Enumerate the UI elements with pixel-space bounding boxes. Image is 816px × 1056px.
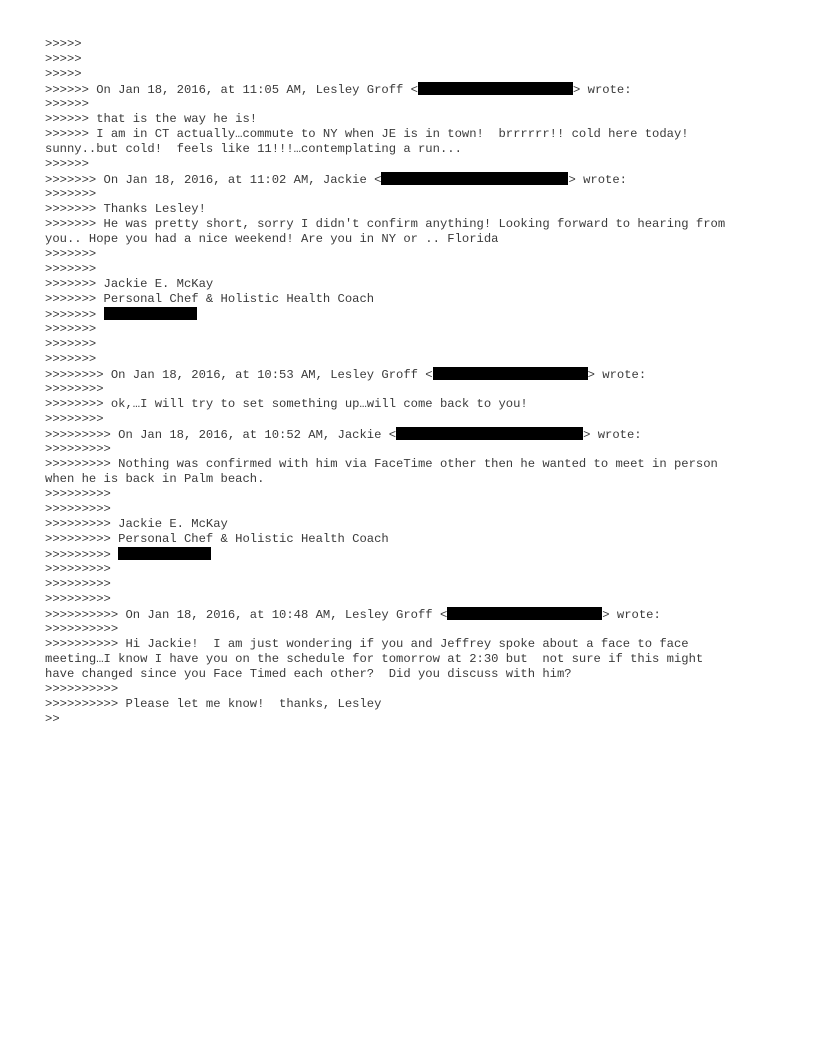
line-text: > wrote: <box>573 83 632 97</box>
line-text: >>>>>>> Thanks Lesley! <box>45 202 206 216</box>
text-line <box>45 157 785 172</box>
line-text: >>>>> <box>45 52 82 66</box>
line-text: >>>>>> <box>45 97 89 111</box>
text-line <box>45 502 785 517</box>
line-text: > wrote: <box>587 368 647 382</box>
line-text: >>>>>>>>> On Jan 18, 2016, at 10:52 AM, Jackie < <box>45 428 397 442</box>
text-line <box>45 517 785 532</box>
line-text: >>>>>>>>> <box>45 487 111 501</box>
text-line <box>45 697 785 712</box>
text-line <box>45 202 785 217</box>
line-text: > wrote: <box>602 608 661 622</box>
text-line <box>45 412 785 427</box>
text-line <box>45 277 785 292</box>
redaction-box <box>418 82 573 95</box>
line-text: >>>>>>> <box>45 247 97 261</box>
text-line <box>45 622 785 637</box>
line-text: > wrote: <box>568 173 627 187</box>
line-text: >>>>>>> Jackie E. McKay <box>45 277 214 291</box>
line-text: >>>>>> I am in CT actually…commute to NY when JE is in town! brrrrrr!! cold here today! <box>45 127 689 141</box>
redaction-box <box>433 367 588 380</box>
text-line <box>45 52 785 67</box>
text-line <box>45 172 785 187</box>
line-text: >>>>>>>> <box>45 412 104 426</box>
text-line <box>45 607 785 622</box>
line-text: >>>>>>>>>> <box>45 682 119 696</box>
text-line <box>45 442 785 457</box>
text-line <box>45 187 785 202</box>
line-text: >>>>> <box>45 67 82 81</box>
redaction-box <box>396 427 583 440</box>
text-line <box>45 712 785 727</box>
text-line <box>45 307 785 322</box>
text-line <box>45 532 785 547</box>
line-text: >>>>>>>>> Nothing was confirmed with him via FaceTime other then he wanted to meet in person <box>45 457 718 471</box>
line-text: >>>>>>>>> <box>45 502 111 516</box>
text-line <box>45 577 785 592</box>
line-text: >>>>>>>>> Personal Chef & Holistic Health Coach <box>45 532 389 546</box>
line-text: >>>>>>> <box>45 337 97 351</box>
redaction-box <box>118 547 211 560</box>
line-text: >>>>>>> <box>45 308 104 322</box>
line-text: >>>>>>>>> <box>45 548 119 562</box>
text-line <box>45 67 785 82</box>
line-text: >>>>>>>> <box>45 382 104 396</box>
line-text: >>>>>> On Jan 18, 2016, at 11:05 AM, Lesley Groff < <box>45 83 418 97</box>
line-text: >>>>>> that is the way he is! <box>45 112 258 126</box>
text-line <box>45 112 785 127</box>
line-text: >>>>>>> On Jan 18, 2016, at 11:02 AM, Jackie < <box>45 173 382 187</box>
text-line <box>45 682 785 697</box>
line-text: >>>>>>> <box>45 322 97 336</box>
line-text: >> <box>45 712 60 726</box>
text-line <box>45 232 785 247</box>
line-text: >>>>>>>> On Jan 18, 2016, at 10:53 AM, Lesley Groff < <box>45 368 433 382</box>
text-line <box>45 262 785 277</box>
line-text: >>>>>>>> ok,…I will try to set something up…will come back to you! <box>45 397 528 411</box>
text-line <box>45 487 785 502</box>
text-line <box>45 142 785 157</box>
text-line <box>45 322 785 337</box>
line-text: have changed since you Face Timed each other? Did you discuss with him? <box>45 667 572 681</box>
redaction-box <box>381 172 568 185</box>
line-text: >>>>>>> <box>45 352 97 366</box>
line-text: >>>>>>>>>> <box>45 622 119 636</box>
text-line <box>45 352 785 367</box>
text-line <box>45 562 785 577</box>
line-text: you.. Hope you had a nice weekend! Are you in NY or .. Florida <box>45 232 499 246</box>
line-text: > wrote: <box>583 428 642 442</box>
text-line <box>45 667 785 682</box>
line-text: sunny..but cold! feels like 11!!!…contemplating a run... <box>45 142 462 156</box>
text-line <box>45 247 785 262</box>
text-line <box>45 592 785 607</box>
redaction-box <box>447 607 602 620</box>
line-text: >>>>>>>>> <box>45 592 111 606</box>
text-line <box>45 367 785 382</box>
line-text: >>>>>>>>> <box>45 442 111 456</box>
line-text: >>>>>>>>>> On Jan 18, 2016, at 10:48 AM, Lesley Groff < <box>45 608 448 622</box>
line-text: >>>>> <box>45 37 82 51</box>
line-text: >>>>>> <box>45 157 89 171</box>
text-line <box>45 472 785 487</box>
line-text: >>>>>>> Personal Chef & Holistic Health Coach <box>45 292 375 306</box>
text-line <box>45 547 785 562</box>
text-line <box>45 427 785 442</box>
text-line <box>45 97 785 112</box>
text-line <box>45 652 785 667</box>
redaction-box <box>104 307 197 320</box>
line-text: >>>>>>> He was pretty short, sorry I didn't confirm anything! Looking forward to hearing from <box>45 217 726 231</box>
email-document <box>45 37 785 727</box>
text-line <box>45 37 785 52</box>
line-text: when he is back in Palm beach. <box>45 472 265 486</box>
line-text: >>>>>>>>> <box>45 577 111 591</box>
text-line <box>45 337 785 352</box>
text-line <box>45 127 785 142</box>
text-line <box>45 217 785 232</box>
line-text: meeting…I know I have you on the schedule for tomorrow at 2:30 but not sure if this might <box>45 652 704 666</box>
text-line <box>45 82 785 97</box>
line-text: >>>>>>> <box>45 187 97 201</box>
text-line <box>45 397 785 412</box>
line-text: >>>>>>>>> <box>45 562 111 576</box>
text-line <box>45 637 785 652</box>
text-line <box>45 292 785 307</box>
line-text: >>>>>>>>>> Hi Jackie! I am just wondering if you and Jeffrey spoke about a face to face <box>45 637 689 651</box>
line-text: >>>>>>> <box>45 262 97 276</box>
text-line <box>45 457 785 472</box>
text-line <box>45 382 785 397</box>
line-text: >>>>>>>>> Jackie E. McKay <box>45 517 228 531</box>
line-text: >>>>>>>>>> Please let me know! thanks, Lesley <box>45 697 382 711</box>
